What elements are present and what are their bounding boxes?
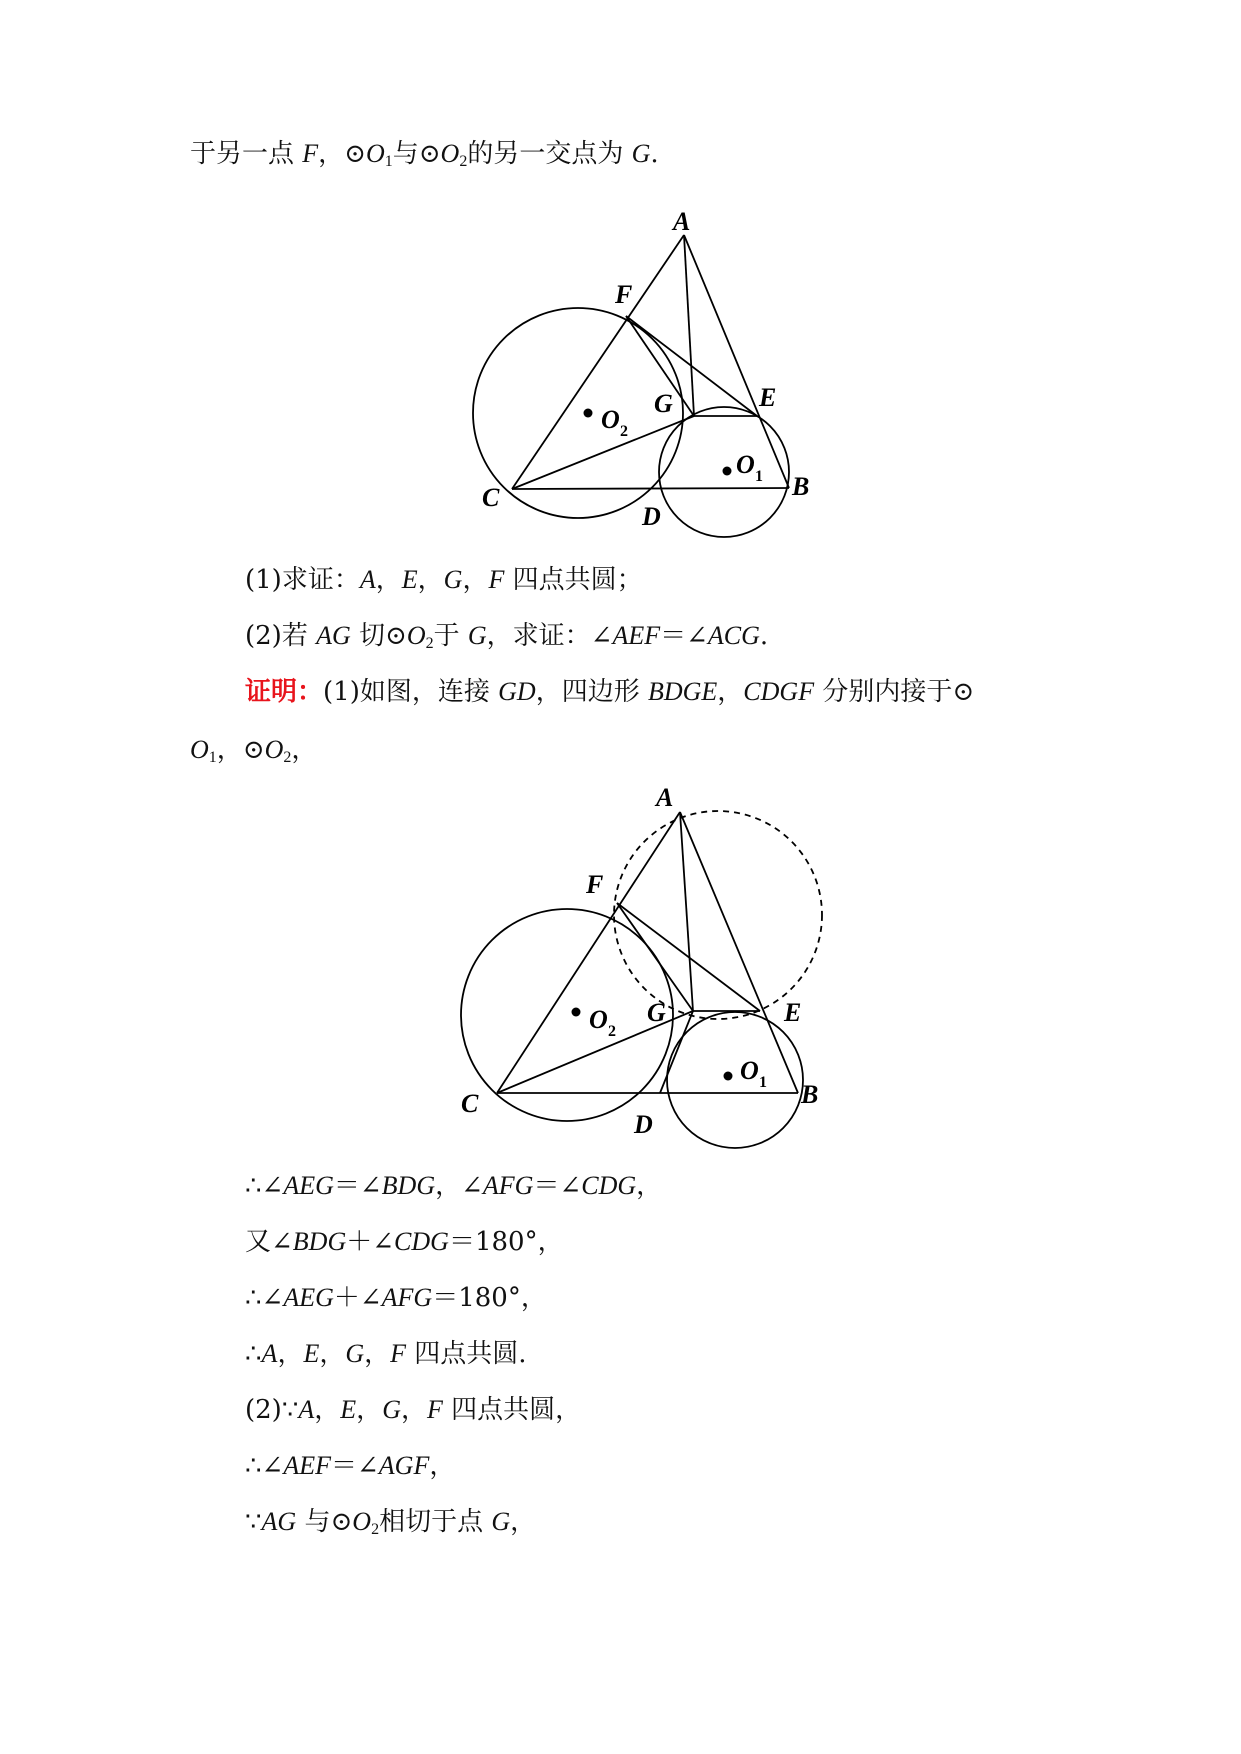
proof-label: 证明： [245, 677, 324, 707]
label-c: C [461, 1089, 479, 1118]
proof-intro: 证明：(1)如图，连接 GD，四边形 BDGE，CDGF 分别内接于⊙ [245, 677, 975, 707]
label-o2: O [589, 1005, 608, 1034]
proof-step-6: ∴∠AEF＝∠AGF， [245, 1451, 456, 1481]
segment-ab [680, 812, 798, 1093]
label-g: G [647, 998, 666, 1027]
label-b: B [801, 1080, 819, 1109]
label-o2: O [601, 405, 620, 434]
proof-step-3: ∴∠AEG＋∠AFG＝180°， [245, 1283, 547, 1313]
label-d: D [634, 1110, 653, 1139]
label-e: E [759, 383, 777, 412]
segment-fe [617, 903, 760, 1011]
question-1: (1)求证：A，E，G，F 四点共圆； [245, 565, 643, 595]
proof-step-4: ∴A，E，G，F 四点共圆. [245, 1339, 527, 1369]
label-d: D [642, 502, 661, 531]
circle-o2 [461, 909, 673, 1121]
label-b: B [792, 472, 810, 501]
center-o1-dot [724, 1072, 733, 1081]
label-f: F [586, 870, 604, 899]
label-e: E [784, 998, 802, 1027]
proof-intro-continued: $O_1$，$⊙O_2$， [190, 735, 318, 766]
label-o2-sub: 2 [608, 1023, 616, 1040]
label-f: F [615, 280, 633, 309]
label-a: A [673, 207, 691, 236]
label-o1: O [740, 1056, 759, 1085]
proof-step-5: (2)∵A，E，G，F 四点共圆， [245, 1395, 582, 1425]
question-2: (2)若 AG 切$⊙O_2$于 G，求证：∠AEF＝∠ACG. [245, 621, 769, 652]
label-o2-sub: 2 [620, 423, 628, 440]
center-o2-dot [572, 1008, 581, 1017]
segment-ag [680, 812, 693, 1011]
segment-fg [617, 903, 693, 1011]
label-o1-sub: 1 [755, 468, 763, 485]
label-o1-sub: 1 [759, 1074, 767, 1091]
label-o1: O [736, 450, 755, 479]
proof-step-1: ∴∠AEG＝∠BDG，∠AFG＝∠CDG， [245, 1171, 663, 1201]
circle-aegf-dashed [614, 811, 822, 1019]
label-g: G [654, 389, 673, 418]
proof-step-2: 又∠BDG＋∠CDG＝180°， [245, 1227, 564, 1257]
label-a: A [656, 783, 674, 812]
proof-step-7: ∵AG 与$⊙O_2$相切于点 G， [245, 1507, 537, 1538]
circle-o1 [667, 1012, 803, 1148]
label-c: C [482, 483, 500, 512]
text-line-intro: 于另一点 F，$⊙O_1$与$⊙O_2$的另一交点为 G. [190, 139, 659, 170]
